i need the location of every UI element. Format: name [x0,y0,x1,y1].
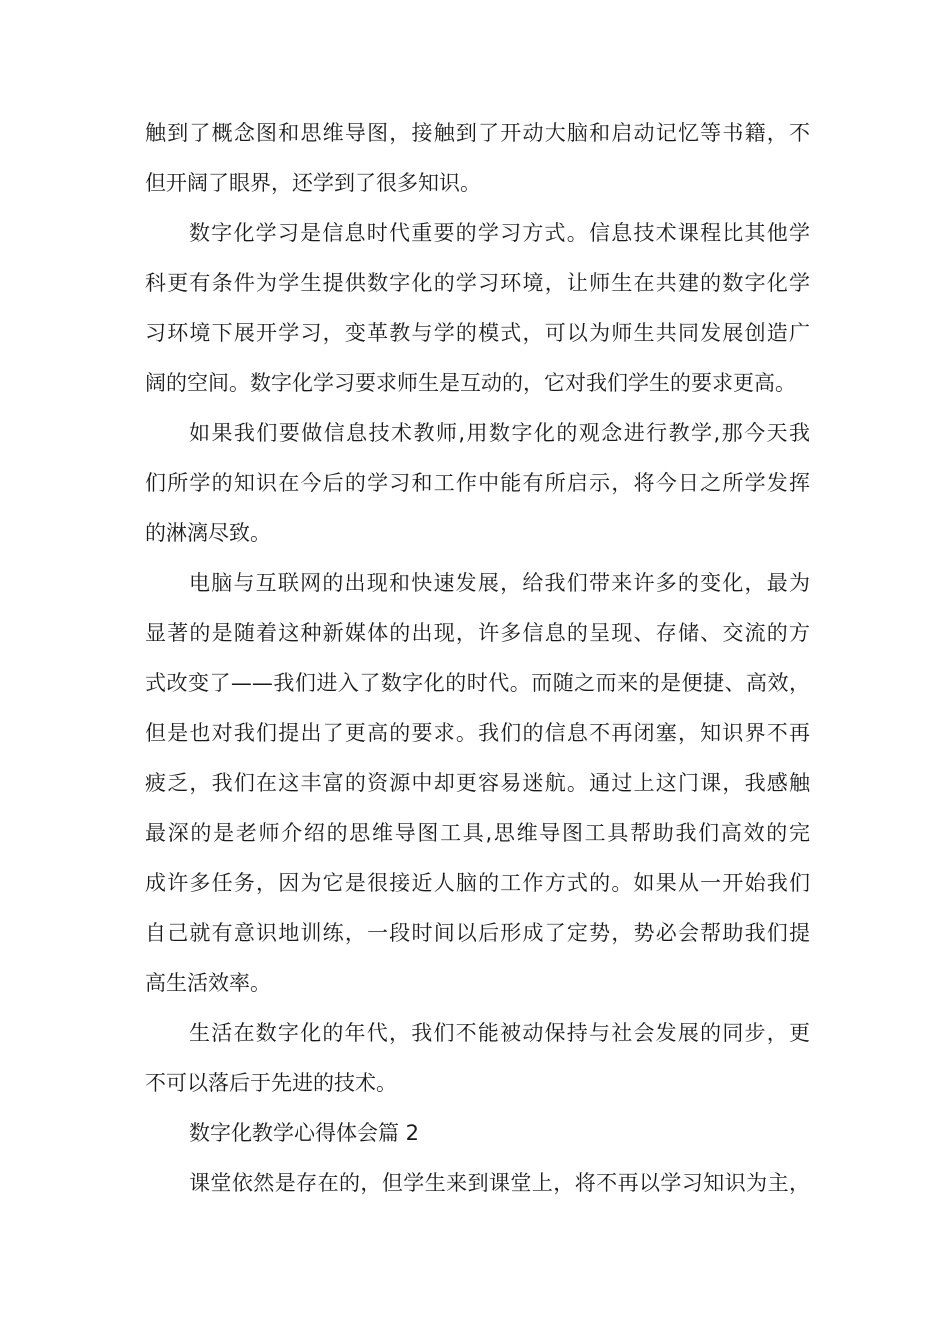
paragraph-internet [145,558,810,1008]
section-heading [145,1108,810,1158]
text-line: 习环境下展开学习，变革教与学的模式，可以为师生共同发展创造广 [145,321,810,345]
text-line: 阔的空间。数字化学习要求师生是互动的，它对我们学生的要求更高。 [145,371,796,395]
text-line: 不可以落后于先进的技术。 [145,1071,397,1095]
text-line: 触到了概念图和思维导图，接触到了开动大脑和启动记忆等书籍，不 [145,121,810,145]
text-line: 但是也对我们提出了更高的要求。我们的信息不再闭塞，知识界不再 [145,721,810,745]
paragraph-teacher [145,408,810,558]
paragraph-digital-learning [145,208,810,408]
text-line: 电脑与互联网的出现和快速发展，给我们带来许多的变化，最为 [189,571,810,595]
text-line: 显著的是随着这种新媒体的出现，许多信息的呈现、存储、交流的方 [145,621,810,645]
text-line: 但开阔了眼界，还学到了很多知识。 [145,171,481,195]
text-line: 成许多任务，因为它是很接近人脑的工作方式的。如果从一开始我们 [145,871,810,895]
text-line: 们所学的知识在今后的学习和工作中能有所启示，将今日之所学发挥 [145,471,810,495]
text-line: 疲乏，我们在这丰富的资源中却更容易迷航。通过上这门课，我感触 [145,771,810,795]
paragraph-digital-era [145,1008,810,1108]
text-line: 高生活效率。 [145,971,271,995]
paragraph-classroom [145,1158,810,1208]
text-line: 的淋漓尽致。 [145,521,271,545]
text-line: 自己就有意识地训练，一段时间以后形成了定势，势必会帮助我们提 [145,921,810,945]
text-line: 科更有条件为学生提供数字化的学习环境，让师生在共建的数字化学 [145,271,810,295]
text-line: 数字化学习是信息时代重要的学习方式。信息技术课程比其他学 [189,221,810,245]
text-line: 最深的是老师介绍的思维导图工具,思维导图工具帮助我们高效的完 [145,821,810,845]
section-title: 数字化教学心得体会篇 2 [189,1121,420,1145]
document-body [145,108,810,1208]
text-line: 式改变了——我们进入了数字化的时代。而随之而来的是便捷、高效， [145,671,810,695]
text-line: 课堂依然是存在的，但学生来到课堂上，将不再以学习知识为主， [189,1171,810,1195]
text-line: 生活在数字化的年代，我们不能被动保持与社会发展的同步，更 [189,1021,810,1045]
text-line: 如果我们要做信息技术教师,用数字化的观念进行教学,那今天我 [189,421,810,445]
paragraph-continued [145,108,810,208]
